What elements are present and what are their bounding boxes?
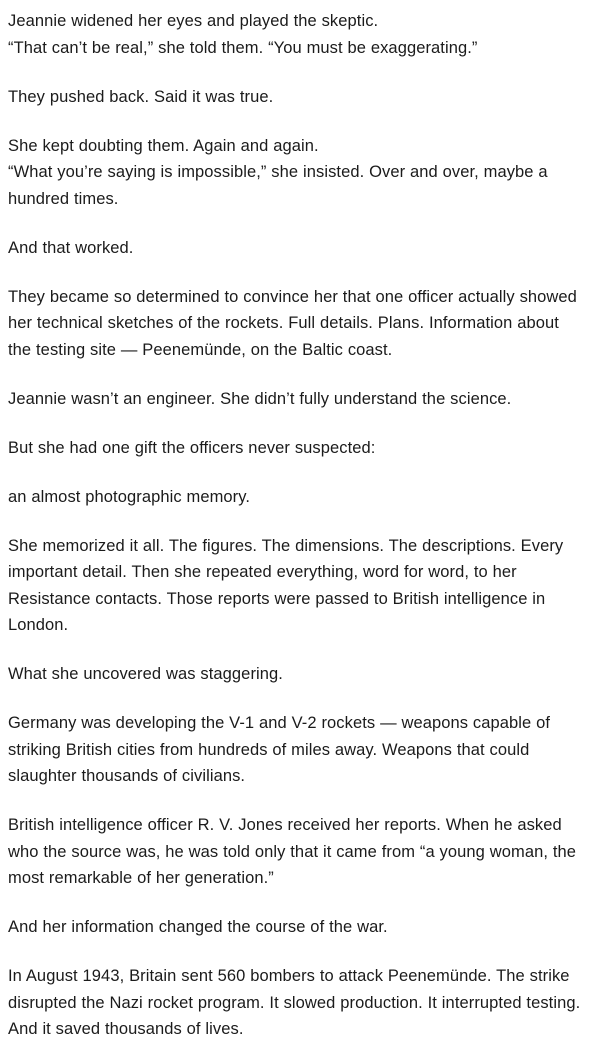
article-body [8,8,583,1043]
paragraph: Germany was developing the V-1 and V-2 rockets — weapons capable of striking British cities from hundreds of miles away. Weapons that could slaughter thousands of civilians. [8,714,551,785]
paragraph: Jeannie wasn’t an engineer. She didn’t fully understand the science. [8,389,512,408]
paragraph: They pushed back. Said it was true. [8,87,274,106]
paragraph: And that worked. [8,238,134,257]
paragraph: In August 1943, Britain sent 560 bombers to attack Peenemünde. The strike disrupted the Nazi rocket program. It slowed production. It interrupted testing. And it saved thousands of lives. [8,967,581,1038]
paragraph: They became so determined to convince her that one officer actually showed her technical sketches of the rockets. Full details. Plans. Information about the testing site — Peenemünde, on the Baltic coast. [8,287,577,359]
paragraph: And her information changed the course of the war. [8,918,388,936]
paragraph: She kept doubting them. Again and again. “What you’re saying is impossible,” she insisted. Over and over, maybe a hundred times. [8,136,548,208]
paragraph: an almost photographic memory. [8,487,251,506]
paragraph: But she had one gift the officers never suspected: [8,438,376,457]
paragraph: Jeannie widened her eyes and played the skeptic. “That can’t be real,” she told them. “You must be exaggerating.” [8,12,478,57]
paragraph: She memorized it all. The figures. The dimensions. The descriptions. Every important detail. Then she repeated everything, word for word, to her Resistance contacts. Those reports were passed to British intelligence in London. [8,536,564,634]
paragraph: British intelligence officer R. V. Jones received her reports. When he asked who the source was, he was told only that it came from “a young woman, the most remarkable of her generation.” [8,816,577,887]
paragraph: What she uncovered was staggering. [8,665,283,683]
